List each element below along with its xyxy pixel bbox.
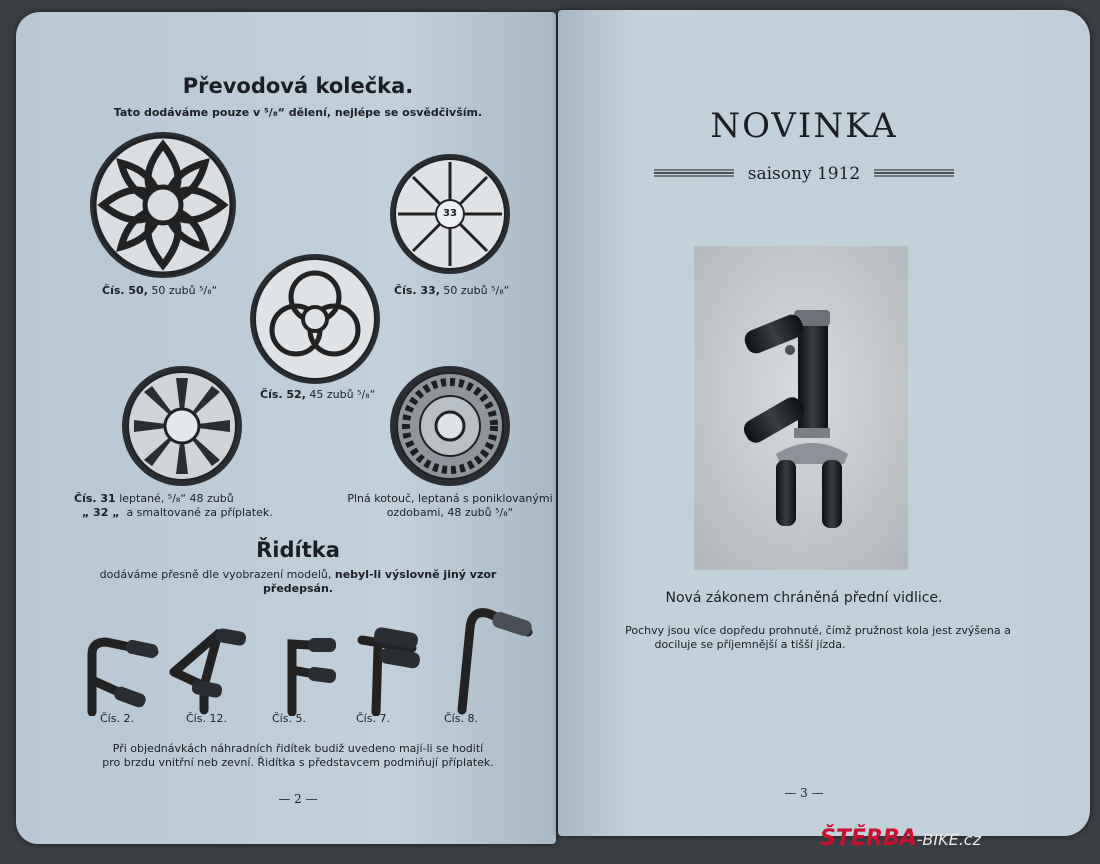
left-page-number: — 2 — <box>278 792 318 806</box>
sprocket-50-caption <box>102 284 217 297</box>
handlebar-8-label: Čís. 8. <box>444 712 478 725</box>
handlebar-5-label: Čís. 5. <box>272 712 306 725</box>
sprocket-31-image <box>120 364 244 488</box>
sprocket-33-hub-label: 33 <box>443 208 457 219</box>
handlebar-2-image <box>74 624 164 716</box>
season-subtitle: saisony 1912 <box>747 164 861 184</box>
watermark-domain: -BIKE.cz <box>916 830 981 849</box>
watermark <box>820 826 981 851</box>
sprockets-subtitle: Tato dodáváme pouze v ⁵/₈“ dělení, nejlépe se osvědčivším. <box>113 106 483 119</box>
handlebars-footnote-line1: Při objednávkách náhradních řidítek budiž uvedeno mají-li se hodití <box>112 742 484 755</box>
handlebars-description <box>100 568 497 581</box>
product-description-line1: Pochvy jsou více dopředu prohnuté, čímž pružnost kola jest zvýšena a <box>625 624 1011 637</box>
handlebar-7-label: Čís. 7. <box>356 712 390 725</box>
handlebar-5-image <box>274 624 344 716</box>
handlebars-description-line2: předepsán. <box>263 582 333 595</box>
sprocket-33-caption <box>394 284 509 297</box>
handlebar-2-label: Čís. 2. <box>100 712 134 725</box>
handlebar-8-image <box>448 598 540 716</box>
sprocket-31-number: Čís. 31 <box>74 492 116 505</box>
front-fork-photo <box>694 246 908 570</box>
product-title: Nová zákonem chráněná přední vidlice. <box>665 590 943 606</box>
sprocket-33-teeth: 50 zubů ⁵/₈“ <box>443 284 510 297</box>
product-description-line2: dociluje se příjemnější a tišší jízda. <box>654 638 846 651</box>
sprocket-disc-caption-line2: ozdobami, 48 zubů ⁵/₈“ <box>386 506 514 519</box>
right-page-number: — 3 — <box>784 786 824 800</box>
sprocket-52-number: Čís. 52, <box>260 388 306 401</box>
handlebars-footnote-line2: pro brzdu vnitřní neb zevní. Řidítka s představcem podmiňují příplatek. <box>102 756 494 769</box>
sprocket-52-image <box>248 252 382 386</box>
handlebars-desc-bold: nebyl-li výslovně jiný vzor <box>334 568 497 581</box>
sprocket-31-teeth: leptané, ⁵/₈“ 48 zubů <box>119 492 234 505</box>
subtitle-rule-right <box>874 168 954 178</box>
handlebars-desc-text: dodáváme přesně dle vyobrazení modelů, <box>99 568 335 581</box>
sprocket-50-teeth: 50 zubů ⁵/₈“ <box>151 284 218 297</box>
sprocket-31-caption <box>74 492 234 505</box>
sprocket-disc-caption-line1: Plná kotouč, leptaná s poniklovanými <box>347 492 553 505</box>
sprocket-50-image <box>88 130 238 280</box>
handlebar-12-image <box>164 620 254 716</box>
sprocket-32-number: „ 32 „ <box>82 506 120 519</box>
handlebars-title: Řidítka <box>256 538 340 562</box>
sprocket-52-caption <box>260 388 375 401</box>
handlebar-12-label: Čís. 12. <box>186 712 227 725</box>
sprocket-52-teeth: 45 zubů ⁵/₈“ <box>309 388 376 401</box>
handlebar-7-image <box>352 618 430 716</box>
sprocket-50-number: Čís. 50, <box>102 284 148 297</box>
sprocket-33-number: Čís. 33, <box>394 284 440 297</box>
left-page <box>16 12 556 844</box>
sprocket-32-text: a smaltované za příplatek. <box>126 506 273 519</box>
subtitle-rule-left <box>654 168 734 178</box>
right-page <box>558 10 1090 836</box>
sprocket-disc-image <box>388 364 512 488</box>
sprockets-title: Převodová kolečka. <box>182 74 414 98</box>
watermark-brand: ŠTĚRBA <box>820 826 917 851</box>
novinka-title: NOVINKA <box>710 106 898 146</box>
sprocket-32-caption <box>82 506 273 519</box>
